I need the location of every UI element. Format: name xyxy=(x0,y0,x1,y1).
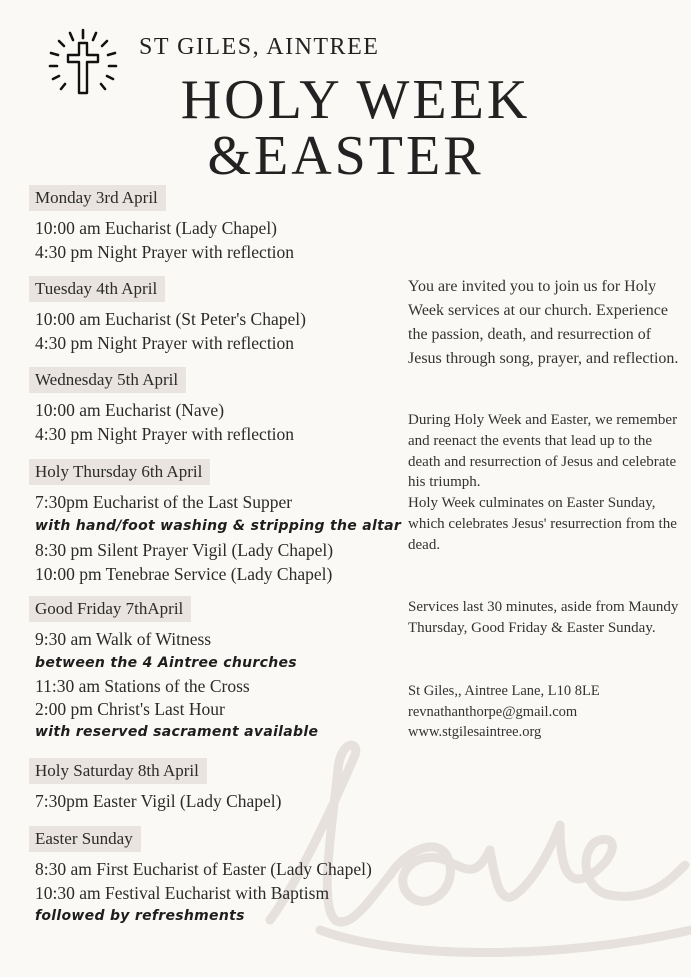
service-line: 7:30pm Eucharist of the Last Supper xyxy=(35,492,293,512)
service-duration-note: Services last 30 minutes, aside from Maundy Thursday, Good Friday & Easter Sunday. xyxy=(408,599,679,636)
service-line: 10:00 am Eucharist (St Peter's Chapel) xyxy=(35,309,306,329)
service-note: followed by refreshments xyxy=(35,908,245,924)
service-line: 10:00 am Eucharist (Nave) xyxy=(35,400,225,420)
page-title-line-1: HOLY WEEK xyxy=(180,69,531,131)
page-title-line-2: &EASTER xyxy=(207,125,484,187)
service-note: with hand/foot washing & stripping the altar xyxy=(35,518,402,534)
website-link[interactable]: www.stgilesaintree.org xyxy=(408,724,542,740)
service-line: 8:30 am First Eucharist of Easter (Lady Chapel) xyxy=(35,859,372,879)
service-line: 10:00 am Eucharist (Lady Chapel) xyxy=(35,218,278,238)
church-name: ST GILES, AINTREE xyxy=(139,34,380,60)
service-line: 10:00 pm Tenebrae Service (Lady Chapel) xyxy=(35,564,333,584)
service-line: 4:30 pm Night Prayer with reflection xyxy=(35,424,295,444)
love-script-watermark xyxy=(260,730,691,977)
service-line: 2:00 pm Christ's Last Hour xyxy=(35,699,225,719)
contact-email-link[interactable]: revnathanthorpe@gmail.com xyxy=(408,703,578,720)
service-line: 9:30 am Walk of Witness xyxy=(35,629,212,649)
service-note: between the 4 Aintree churches xyxy=(35,655,297,671)
service-line: 10:30 am Festival Eucharist with Baptism xyxy=(35,883,330,903)
church-address: St Giles,, Aintree Lane, L10 8LE xyxy=(408,683,600,699)
day-heading-easter-sunday: Easter Sunday xyxy=(29,826,141,852)
day-heading-wednesday: Wednesday 5th April xyxy=(29,367,186,393)
day-heading-holy-thursday: Holy Thursday 6th April xyxy=(29,459,210,485)
holy-week-description-1: During Holy Week and Easter, we remember and reenact the events that lead up to the death and resurrection of Jesus and celebrate his triumph. xyxy=(408,412,678,491)
day-heading-good-friday: Good Friday 7thApril xyxy=(29,596,191,622)
service-line: 7:30pm Easter Vigil (Lady Chapel) xyxy=(35,791,282,811)
service-line: 4:30 pm Night Prayer with reflection xyxy=(35,333,295,353)
invitation-paragraph: You are invited you to join us for Holy Week services at our church. Experience the passion, death, and resurrection of Jesus through song, prayer, and reflection. xyxy=(408,278,679,367)
contact-block xyxy=(408,681,683,743)
service-line: 4:30 pm Night Prayer with reflection xyxy=(35,242,295,262)
holy-week-description xyxy=(408,410,683,556)
day-heading-monday: Monday 3rd April xyxy=(29,185,166,211)
day-heading-tuesday: Tuesday 4th April xyxy=(29,276,165,302)
service-line: 8:30 pm Silent Prayer Vigil (Lady Chapel) xyxy=(35,540,334,560)
service-note: with reserved sacrament available xyxy=(35,724,319,740)
holy-week-description-2: Holy Week culminates on Easter Sunday, which celebrates Jesus' resurrection from the dead. xyxy=(408,495,677,553)
service-line: 11:30 am Stations of the Cross xyxy=(35,676,250,696)
day-heading-holy-saturday: Holy Saturday 8th April xyxy=(29,758,207,784)
